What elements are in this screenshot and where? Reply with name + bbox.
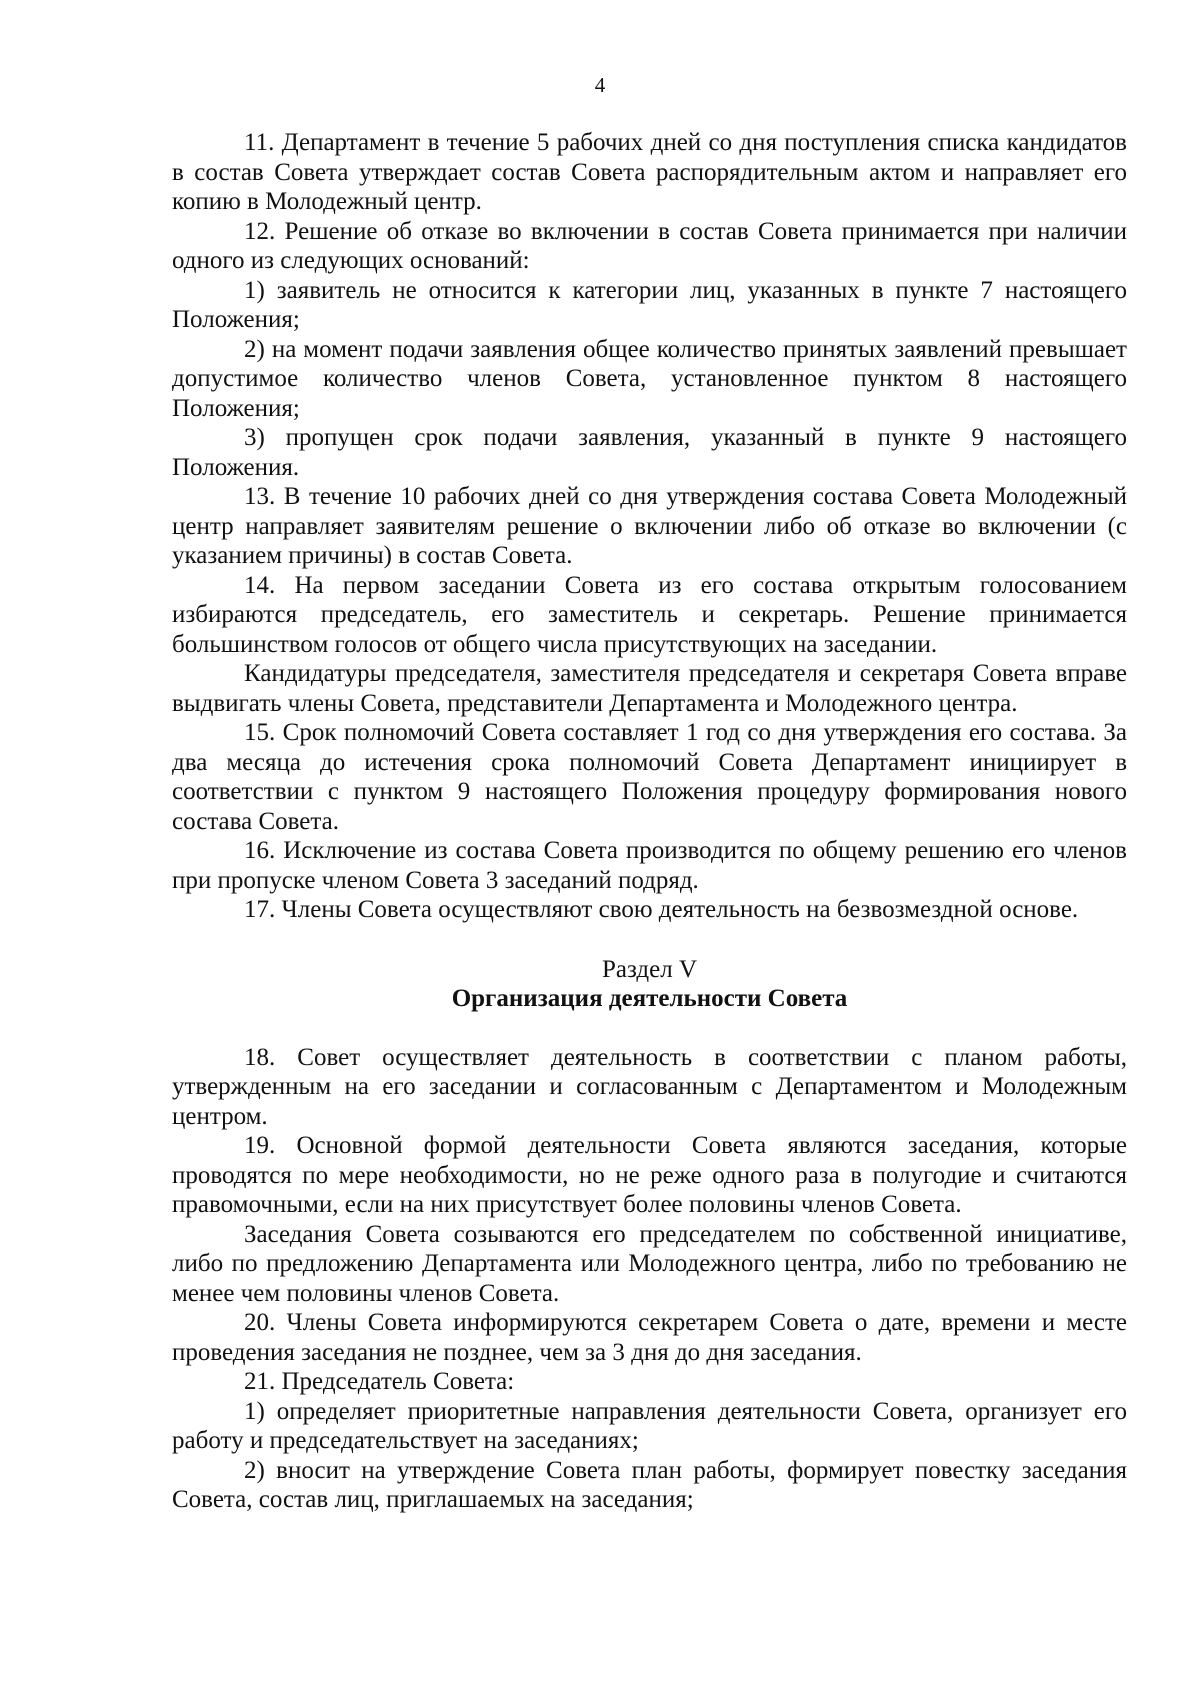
paragraph-12: 12. Решение об отказе во включении в состав Совета принимается при наличии одного из следующих оснований:	[172, 217, 1127, 274]
paragraph-21-item-2: 2) вносит на утверждение Совета план работы, формирует повестку заседания Совета, состав лиц, приглашаемых на заседания;	[172, 1456, 1127, 1513]
section-heading	[172, 955, 1127, 1014]
section-spacer	[172, 925, 1127, 955]
paragraph-12-item-1: 1) заявитель не относится к категории лиц, указанных в пункте 7 настоящего Положения;	[172, 276, 1127, 333]
paragraph-13: 13. В течение 10 рабочих дней со дня утверждения состава Совета Молодежный центр направляет заявителям решение о включении либо об отказе во включении (с указанием причины) в состав Совета.	[172, 483, 1127, 569]
paragraph-21: 21. Председатель Совета:	[244, 1368, 515, 1395]
document-body	[172, 128, 1127, 1515]
section-number: Раздел V	[601, 955, 698, 983]
paragraph-12-item-2: 2) на момент подачи заявления общее количество принятых заявлений превышает допустимое количество членов Совета, установленное пунктом 8 настоящего Положения;	[172, 335, 1127, 422]
paragraph-11: 11. Департамент в течение 5 рабочих дней со дня поступления списка кандидатов в состав Совета утверждает состав Совета распорядительным актом и направляет его копию в Молодежный центр.	[172, 129, 1127, 215]
paragraph-15: 15. Срок полномочий Совета составляет 1 год со дня утверждения его состава. За два месяца до истечения срока полномочий Совета Департамент инициирует в соответствии с пунктом 9 настоящего Положения процедуру формирования нового состава Совета.	[172, 719, 1127, 835]
paragraph-21-item-1: 1) определяет приоритетные направления деятельности Совета, организует его работу и председательствует на заседаниях;	[172, 1397, 1127, 1454]
section-spacer-after	[172, 1014, 1127, 1043]
paragraph-20: 20. Члены Совета информируются секретарем Совета о дате, времени и месте проведения заседания не позднее, чем за 3 дня до дня заседания.	[172, 1309, 1127, 1366]
paragraph-19: 19. Основной формой деятельности Совета являются заседания, которые проводятся по мере необходимости, но не реже одного раза в полугодие и считаются правомочными, если на них присутствует более половины членов Совета.	[172, 1132, 1127, 1218]
paragraph-12-item-3: 3) пропущен срок подачи заявления, указанный в пункте 9 настоящего Положения.	[172, 424, 1127, 481]
page-number: 4	[594, 73, 606, 97]
paragraph-14: 14. На первом заседании Совета из его состава открытым голосованием избираются председатель, его заместитель и секретарь. Решение принимается большинством голосов от общего числа присутствующих на заседании.	[172, 571, 1127, 658]
paragraph-17: 17. Члены Совета осуществляют свою деятельность на безвозмездной основе.	[244, 896, 1079, 923]
paragraph-19-continuation: Заседания Совета созываются его председателем по собственной инициативе, либо по предложению Департамента или Молодежного центра, либо по требованию не менее чем половины членов Совета.	[172, 1220, 1127, 1307]
paragraph-14-continuation: Кандидатуры председателя, заместителя председателя и секретаря Совета вправе выдвигать члены Совета, представители Департамента и Молодежного центра.	[172, 660, 1127, 717]
paragraph-18: 18. Совет осуществляет деятельность в соответствии с планом работы, утвержденным на его заседании и согласованным с Департаментом и Молодежным центром.	[172, 1043, 1127, 1130]
section-title: Организация деятельности Совета	[451, 985, 848, 1012]
paragraph-16: 16. Исключение из состава Совета производится по общему решению его членов при пропуске членом Совета 3 заседаний подряд.	[172, 837, 1127, 894]
